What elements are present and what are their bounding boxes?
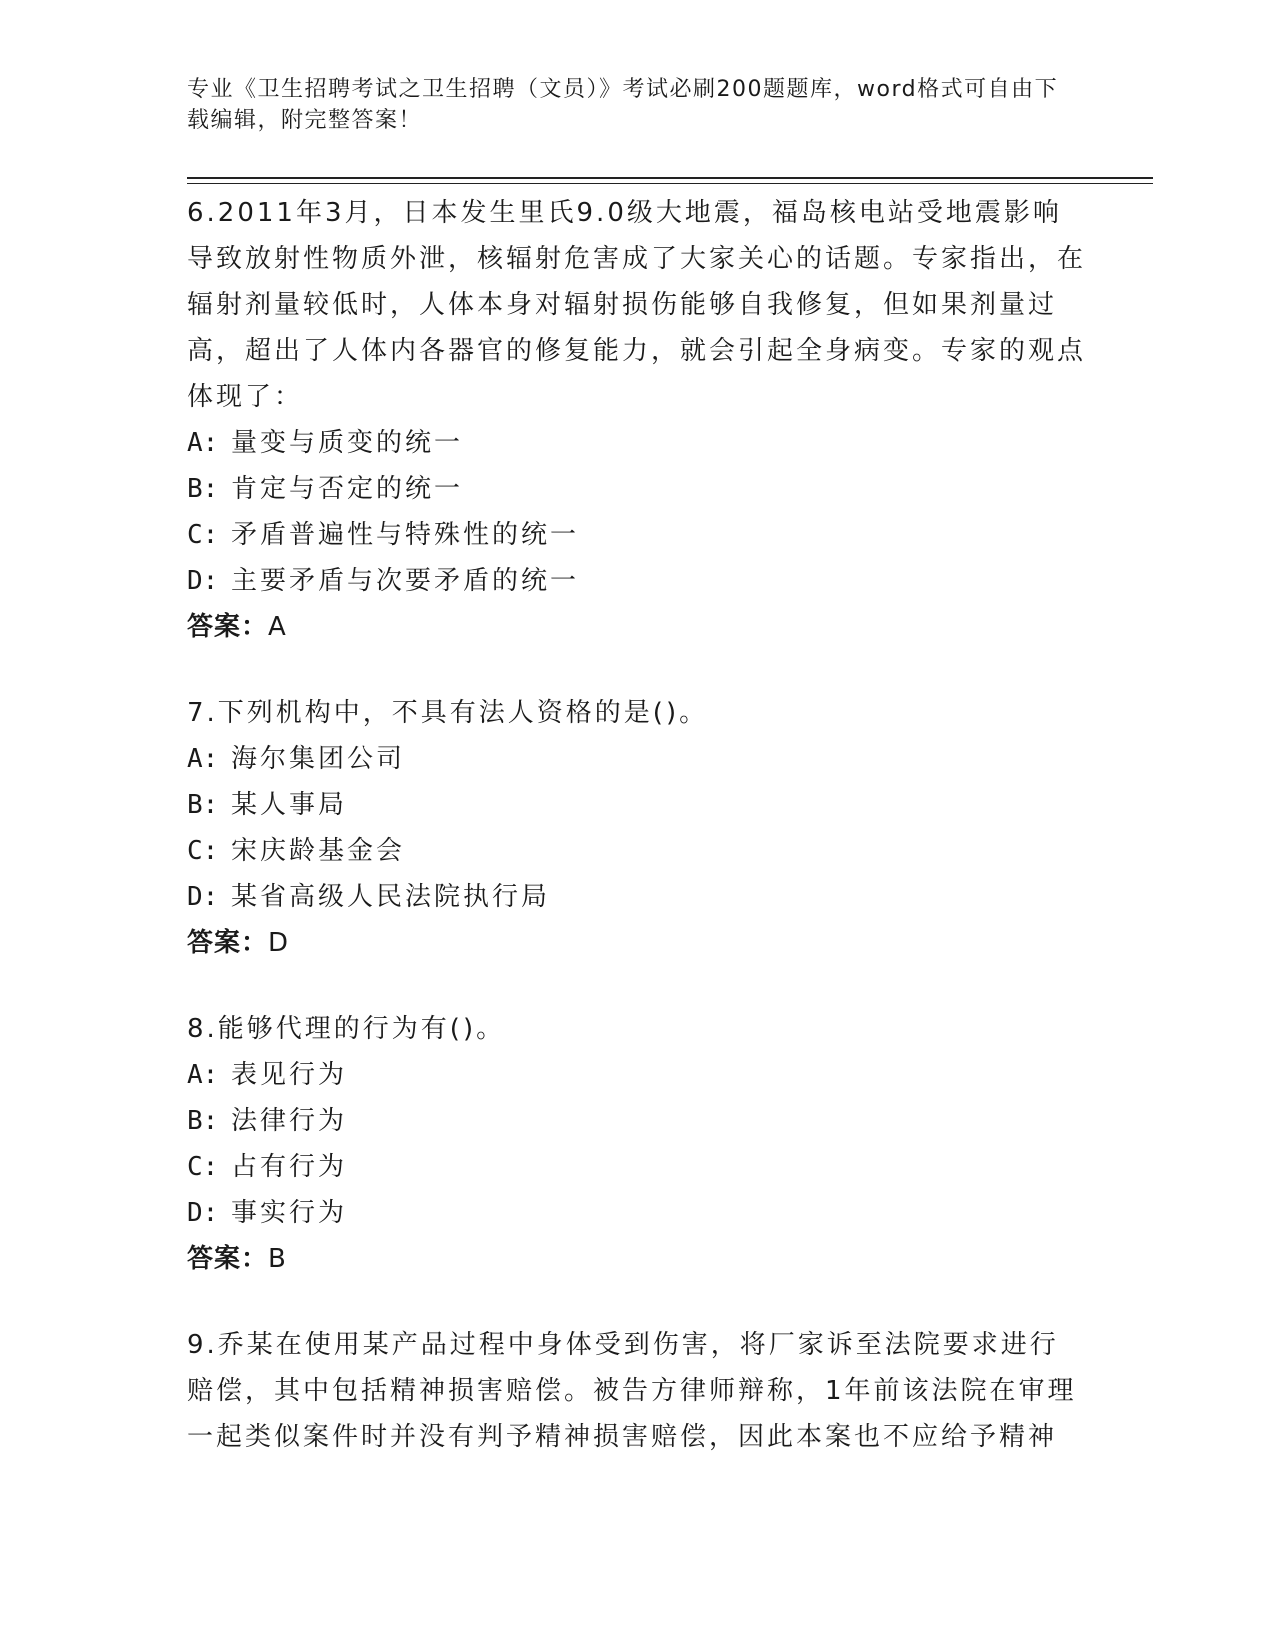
- question-7: [187, 690, 1087, 966]
- question-stem: 8.能够代理的行为有()。: [187, 1014, 506, 1044]
- question-stem: 9.乔某在使用某产品过程中身体受到伤害，将厂家诉至法院要求进行赔偿，其中包括精神损害赔偿。被告方律师辩称，1年前该法院在审理一起类似案件时并没有判予精神损害赔偿，因此本案也不应给予精神: [187, 1330, 1077, 1452]
- option-key: A:: [187, 428, 219, 458]
- option-text: 事实行为: [231, 1198, 348, 1228]
- option-key: A:: [187, 744, 219, 774]
- header-divider-thin: [187, 183, 1153, 184]
- option-c: [187, 1144, 1087, 1190]
- option-key: A:: [187, 1060, 219, 1090]
- option-text: 海尔集团公司: [231, 744, 406, 774]
- question-8: [187, 1006, 1087, 1282]
- option-text: 表见行为: [231, 1060, 348, 1090]
- answer-label: 答案：: [187, 1244, 269, 1274]
- option-text: 某人事局: [231, 790, 348, 820]
- answer-value: B: [268, 1244, 287, 1274]
- option-key: C:: [187, 1152, 219, 1182]
- option-text: 占有行为: [231, 1152, 348, 1182]
- header-divider-thick: [187, 177, 1153, 179]
- option-d: [187, 1190, 1087, 1236]
- option-key: C:: [187, 836, 219, 866]
- answer-label: 答案：: [187, 612, 269, 642]
- option-key: B:: [187, 790, 219, 820]
- option-a: [187, 736, 1087, 782]
- question-stem: 7.下列机构中，不具有法人资格的是()。: [187, 698, 709, 728]
- option-key: B:: [187, 474, 219, 504]
- option-d: [187, 558, 1087, 604]
- option-b: [187, 1098, 1087, 1144]
- question-9: [187, 1322, 1087, 1460]
- answer-line: [187, 1236, 1087, 1282]
- option-text: 肯定与否定的统一: [231, 474, 464, 504]
- question-6: [187, 190, 1087, 650]
- question-list: [187, 190, 1087, 1500]
- option-a: [187, 1052, 1087, 1098]
- answer-value: D: [268, 928, 290, 958]
- question-stem: 6.2011年3月，日本发生里氏9.0级大地震，福岛核电站受地震影响导致放射性物质外泄，核辐射危害成了大家关心的话题。专家指出，在辐射剂量较低时，人体本身对辐射损伤能够自我修复，但如果剂量过高，超出了人体内各器官的修复能力，就会引起全身病变。专家的观点体现了：: [187, 198, 1087, 412]
- option-key: D:: [187, 566, 219, 596]
- option-text: 某省高级人民法院执行局: [231, 882, 551, 912]
- option-text: 宋庆龄基金会: [231, 836, 406, 866]
- answer-line: [187, 920, 1087, 966]
- option-b: [187, 782, 1087, 828]
- answer-label: 答案：: [187, 928, 269, 958]
- option-key: C:: [187, 520, 219, 550]
- answer-value: A: [268, 612, 287, 642]
- option-key: D:: [187, 1198, 219, 1228]
- option-text: 主要矛盾与次要矛盾的统一: [231, 566, 580, 596]
- option-text: 法律行为: [231, 1106, 348, 1136]
- option-a: [187, 420, 1087, 466]
- option-c: [187, 512, 1087, 558]
- option-text: 量变与质变的统一: [231, 428, 464, 458]
- answer-line: [187, 604, 1087, 650]
- option-key: B:: [187, 1106, 219, 1136]
- option-d: [187, 874, 1087, 920]
- option-key: D:: [187, 882, 219, 912]
- option-c: [187, 828, 1087, 874]
- option-b: [187, 466, 1087, 512]
- option-text: 矛盾普遍性与特殊性的统一: [231, 520, 580, 550]
- document-header-title: 专业《卫生招聘考试之卫生招聘（文员）》考试必刷200题题库，word格式可自由下载编辑，附完整答案！: [187, 77, 1059, 133]
